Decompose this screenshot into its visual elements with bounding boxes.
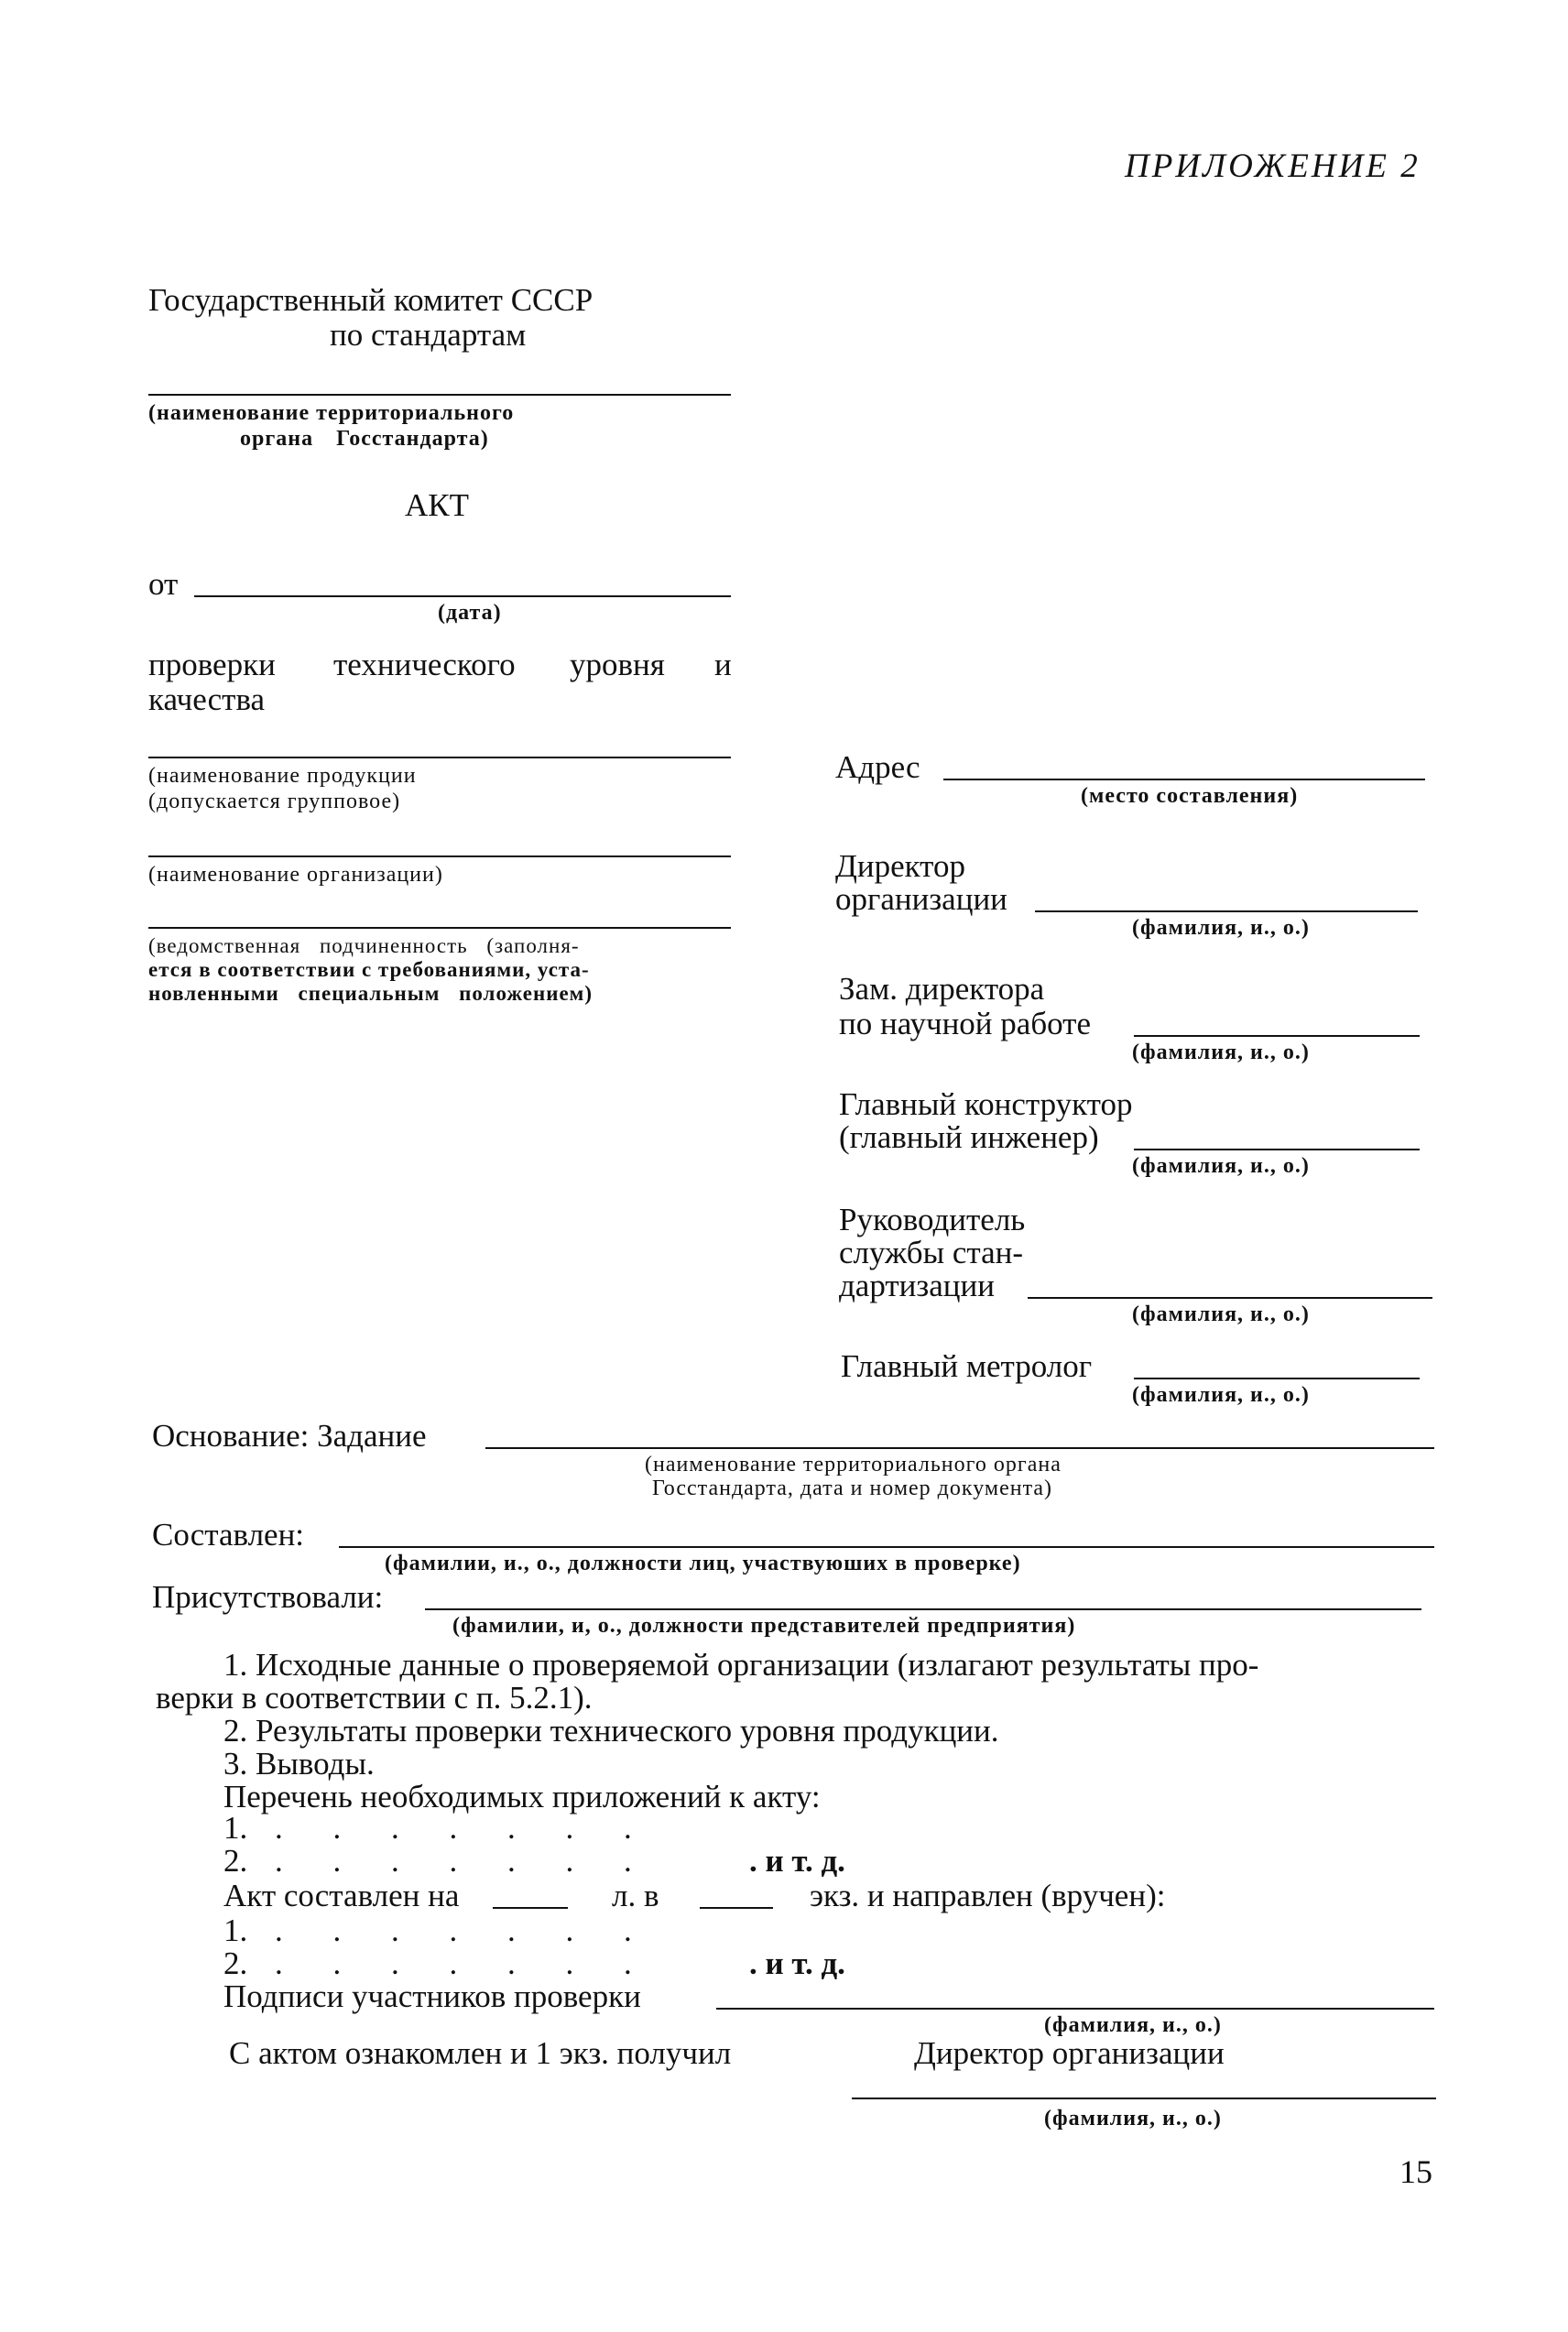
- deputy-line-1: Зам. директора: [839, 971, 1045, 1007]
- date-line: [194, 595, 731, 597]
- director-name-note: (фамилия, и., о.): [1132, 916, 1310, 940]
- recipient-1-number: 1.: [223, 1912, 248, 1948]
- metrologist-line: [1134, 1378, 1420, 1379]
- std-head-name-note: (фамилия, и., о.): [1132, 1302, 1310, 1326]
- copies-sent: экз. и направлен (вручен):: [810, 1878, 1166, 1913]
- annex-list-title: Перечень необходимых приложений к акту:: [223, 1779, 821, 1814]
- chief-designer-line-2: (главный инженер): [839, 1119, 1099, 1155]
- committee-line-1: Государственный комитет СССР: [148, 282, 593, 318]
- from-label: от: [148, 566, 179, 602]
- dept-line: [148, 927, 731, 929]
- acquainted-text: С актом ознакомлен и 1 экз. получил: [229, 2035, 732, 2071]
- org-name-line: [148, 855, 731, 857]
- recipient-1-dots: . . . . . . .: [275, 1912, 634, 1948]
- director-signature-line: [852, 2098, 1436, 2099]
- basis-label: Основание: Задание: [152, 1418, 427, 1454]
- and-word: и: [714, 647, 732, 682]
- std-head-line-1: Руководитель: [839, 1202, 1026, 1237]
- present-label: Присутствовали:: [152, 1579, 384, 1615]
- quality-word: качества: [148, 681, 266, 717]
- basis-line: [485, 1447, 1434, 1449]
- product-note-2: (допускается групповое): [148, 790, 401, 813]
- present-note: (фамилии, и, о., должности представителей предприятия): [452, 1614, 1076, 1638]
- product-name-line: [148, 757, 731, 758]
- deputy-line-2: по научной работе: [839, 1006, 1091, 1041]
- annex-item-1-number: 1.: [223, 1810, 248, 1846]
- page-number: 15: [1399, 2153, 1432, 2190]
- product-note-1: (наименование продукции: [148, 764, 417, 788]
- compiled-note: (фамилии, и., о., должности лиц, участвуюших в проверке): [385, 1552, 1021, 1575]
- sheets-in: л. в: [612, 1878, 659, 1913]
- signatures-note: (фамилия, и., о.): [1044, 2013, 1222, 2037]
- recipient-2-dots: . . . . . . .: [275, 1945, 634, 1981]
- metrologist-name-note: (фамилия, и., о.): [1132, 1383, 1310, 1407]
- compiled-line: [339, 1546, 1434, 1548]
- check-word: проверки: [148, 647, 276, 682]
- signatures-line: [716, 2008, 1434, 2010]
- recipient-etc: . и т. д.: [749, 1945, 845, 1981]
- dept-note-2: ется в соответствии с требованиями, уста-: [148, 958, 590, 981]
- appendix-heading: ПРИЛОЖЕНИЕ 2: [1125, 147, 1421, 185]
- director-line: [1035, 910, 1418, 912]
- territorial-note-2: органа Госстандарта): [240, 427, 489, 451]
- item-2: 2. Результаты проверки технического уровня продукции.: [223, 1713, 999, 1749]
- territorial-organ-line: [148, 394, 731, 396]
- annex-item-2-number: 2.: [223, 1843, 248, 1879]
- org-note: (наименование организации): [148, 863, 443, 887]
- item-1-line-1: 1. Исходные данные о проверяемой организации (излагают результаты про-: [223, 1647, 1259, 1683]
- recipient-2-number: 2.: [223, 1945, 248, 1981]
- basis-note-1: (наименование территориального органа: [645, 1453, 1062, 1477]
- dept-note-1: (ведомственная подчиненность (заполня-: [148, 934, 580, 957]
- chief-designer-name-note: (фамилия, и., о.): [1132, 1154, 1310, 1178]
- item-3: 3. Выводы.: [223, 1746, 375, 1782]
- signatures-label: Подписи участников проверки: [223, 1978, 641, 2014]
- deputy-name-note: (фамилия, и., о.): [1132, 1041, 1310, 1064]
- item-1-line-2: верки в соответствии с п. 5.2.1).: [156, 1680, 593, 1716]
- act-title: АКТ: [405, 487, 469, 523]
- chief-designer-line: [1134, 1149, 1420, 1150]
- territorial-note-1: (наименование территориального: [148, 401, 515, 425]
- present-line: [425, 1608, 1421, 1610]
- chief-designer-line-1: Главный конструктор: [839, 1086, 1133, 1122]
- compiled-label: Составлен:: [152, 1517, 305, 1553]
- annex-item-2-dots: . . . . . . .: [275, 1843, 634, 1879]
- director-org-label: Директор организации: [914, 2035, 1225, 2071]
- annex-etc: . и т. д.: [749, 1843, 845, 1879]
- deputy-line: [1134, 1035, 1420, 1037]
- date-note: (дата): [438, 601, 502, 625]
- act-made-on: Акт составлен на: [223, 1878, 460, 1913]
- chief-metrologist: Главный метролог: [841, 1348, 1093, 1384]
- director-line-1: Директор: [835, 848, 966, 884]
- level-word: уровня: [570, 647, 665, 682]
- address-line: [943, 779, 1425, 780]
- address-label: Адрес: [835, 749, 920, 785]
- director-signature-note: (фамилия, и., о.): [1044, 2107, 1222, 2130]
- std-head-line: [1028, 1297, 1432, 1299]
- sheets-line: [493, 1907, 568, 1909]
- copies-line: [700, 1907, 773, 1909]
- address-note: (место составления): [1081, 784, 1299, 808]
- std-head-line-2: службы стан-: [839, 1235, 1024, 1270]
- std-head-line-3: дартизации: [839, 1268, 995, 1303]
- dept-note-3: новленными специальным положением): [148, 982, 593, 1005]
- technical-word: технического: [333, 647, 516, 682]
- committee-line-2: по стандартам: [330, 317, 527, 353]
- basis-note-2: Госстандарта, дата и номер документа): [652, 1477, 1052, 1500]
- annex-item-1-dots: . . . . . . .: [275, 1810, 634, 1846]
- director-line-2: организации: [835, 881, 1007, 917]
